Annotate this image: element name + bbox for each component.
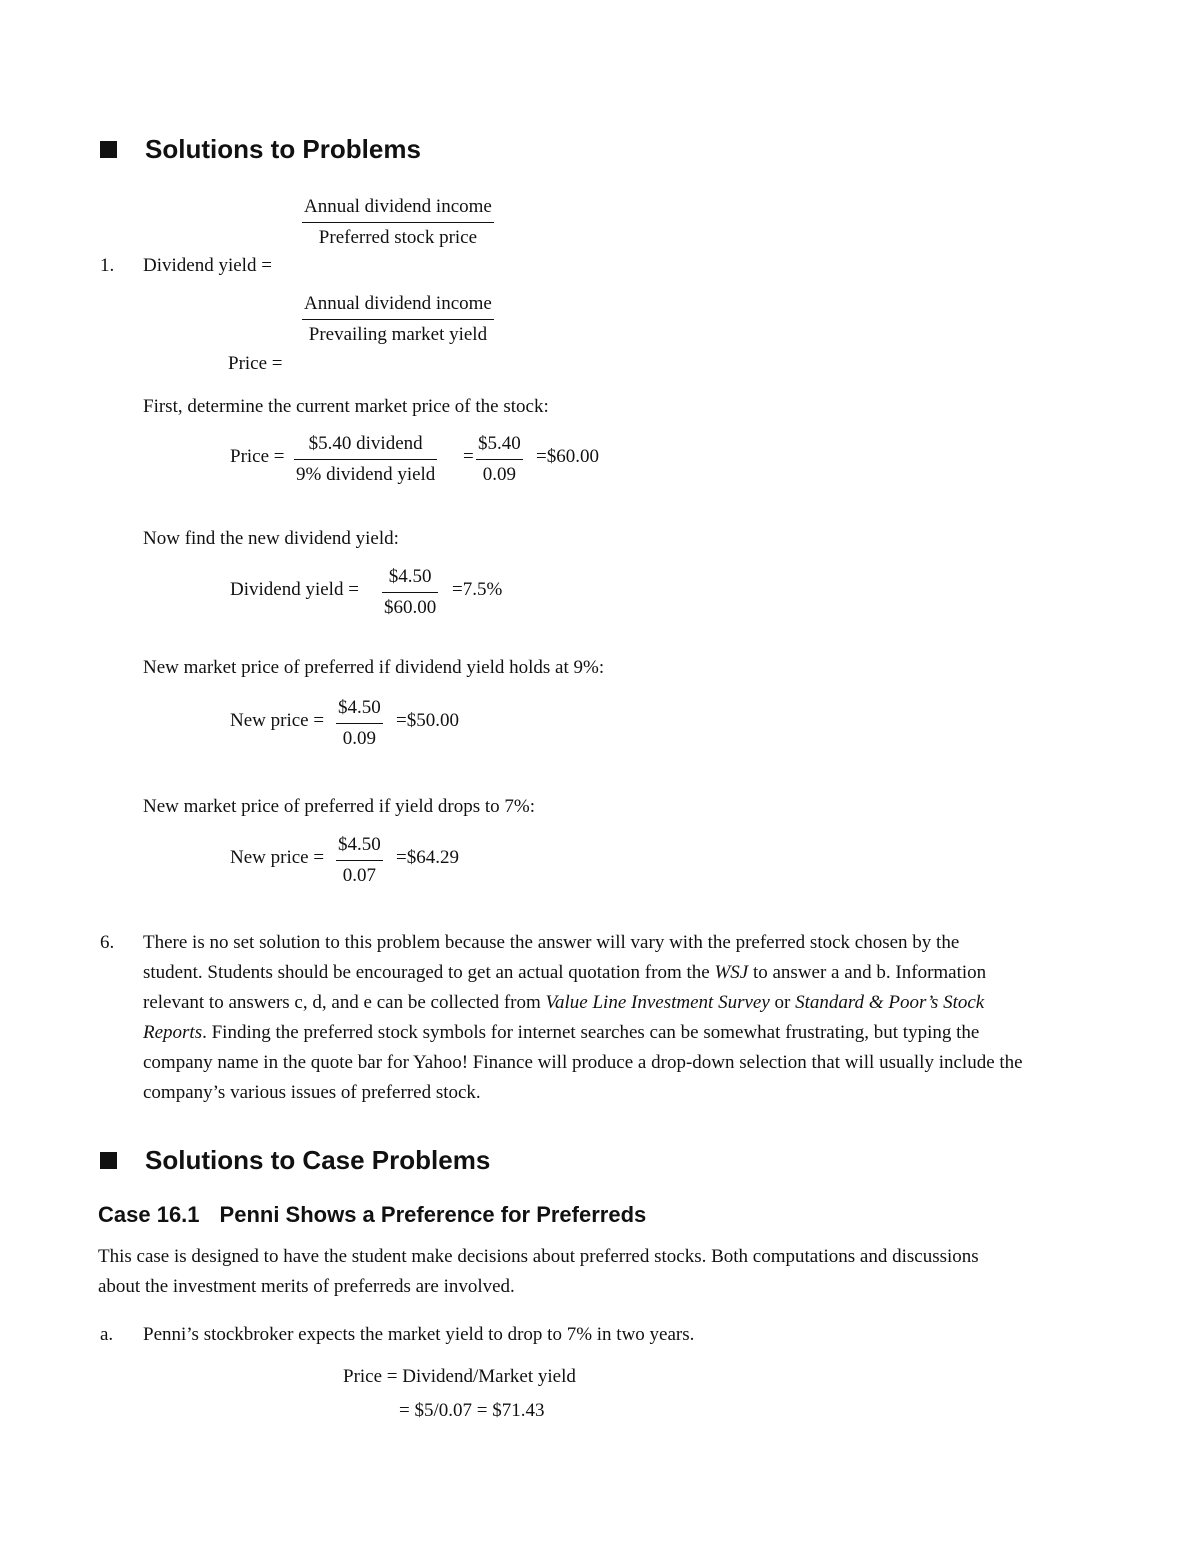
- case-heading: [98, 1202, 646, 1228]
- section-heading-case-problems: [100, 1145, 490, 1176]
- fraction-numeric: [476, 431, 523, 488]
- case-intro: This case is designed to have the student make decisions about preferred stocks. Both computations and discussions about the investment merits of preferreds are involved.: [98, 1246, 979, 1297]
- step-text: New market price of preferred if dividend yield holds at 9%:: [143, 657, 605, 678]
- text-run: to answer a and b. Information relevant to answers c, d, and e can be collected from: [143, 962, 987, 1013]
- fraction-numerator: Annual dividend income: [302, 194, 494, 223]
- part-a-text: Penni’s stockbroker expects the market yield to drop to 7% in two years.: [143, 1324, 695, 1345]
- equation-result: =7.5%: [452, 579, 503, 600]
- equation-result: =$60.00: [536, 446, 599, 467]
- problem-6-paragraph: [143, 928, 1023, 1108]
- fraction-dividend-over-yield: [294, 431, 437, 488]
- equation-lhs: Price =: [230, 446, 285, 467]
- part-label: a.: [100, 1324, 114, 1345]
- text-run: or: [769, 992, 796, 1013]
- fraction-numerator: $5.40 dividend: [294, 431, 437, 460]
- italic-source-value-line: Value Line Investment Survey: [545, 992, 770, 1013]
- fraction-new-price-9: [336, 695, 383, 752]
- step-text: First, determine the current market price of the stock:: [143, 396, 549, 417]
- fraction-numerator: $4.50: [336, 695, 383, 724]
- text-run: . Finding the preferred stock symbols for internet searches can be somewhat frustrating, but typing the company name in the quote bar for Yahoo! Finance will produce a drop-down selection that will usually include the company’s various issues of preferred stock.: [143, 1022, 1023, 1103]
- problem-number: 1.: [100, 255, 115, 276]
- fraction-dividend-yield: [302, 194, 494, 251]
- equation-result: =$50.00: [396, 710, 459, 731]
- equals-sign: =: [463, 446, 474, 467]
- case-title: Penni Shows a Preference for Preferreds: [219, 1202, 647, 1227]
- equation-lhs: New price =: [230, 710, 325, 731]
- section-heading-problems: [100, 134, 421, 165]
- problem-number: 6.: [100, 932, 115, 953]
- equation-lhs: New price =: [230, 847, 325, 868]
- square-bullet-icon: [100, 1152, 117, 1169]
- fraction-price: [302, 291, 494, 348]
- fraction-new-price-7: [336, 832, 383, 889]
- step-text: Now find the new dividend yield:: [143, 528, 399, 549]
- fraction-denominator: 0.09: [342, 728, 376, 749]
- price-label: Price =: [228, 353, 283, 374]
- fraction-numerator: $4.50: [382, 564, 438, 593]
- fraction-numerator: $4.50: [336, 832, 383, 861]
- fraction-numerator: $5.40: [476, 431, 523, 460]
- italic-source-wsj: WSJ: [714, 962, 749, 983]
- italic-source-sp: Standard & Poor’s Stock Reports: [143, 992, 985, 1043]
- fraction-denominator: Prevailing market yield: [308, 324, 488, 345]
- equation-lhs: Dividend yield =: [230, 579, 359, 600]
- equation-result: =$64.29: [396, 847, 459, 868]
- fraction-denominator: $60.00: [384, 597, 437, 618]
- square-bullet-icon: [100, 141, 117, 158]
- formula-line: = $5/0.07 = $71.43: [399, 1400, 545, 1421]
- section-title: Solutions to Problems: [145, 134, 421, 164]
- case-number: Case 16.1: [98, 1202, 200, 1227]
- fraction-denominator: Preferred stock price: [318, 227, 478, 248]
- fraction-denominator: 0.07: [342, 865, 376, 886]
- fraction-denominator: 0.09: [482, 464, 516, 485]
- section-title: Solutions to Case Problems: [145, 1145, 491, 1175]
- fraction-new-yield: [382, 564, 438, 621]
- fraction-numerator: Annual dividend income: [302, 291, 494, 320]
- fraction-denominator: 9% dividend yield: [296, 464, 436, 485]
- formula-line: Price = Dividend/Market yield: [343, 1366, 576, 1387]
- step-text: New market price of preferred if yield drops to 7%:: [143, 796, 535, 817]
- dividend-yield-label: Dividend yield =: [143, 255, 272, 276]
- text-run: There is no set solution to this problem because the answer will vary with the preferred stock chosen by the student. Students should be encouraged to get an actual quotation from the: [143, 932, 960, 983]
